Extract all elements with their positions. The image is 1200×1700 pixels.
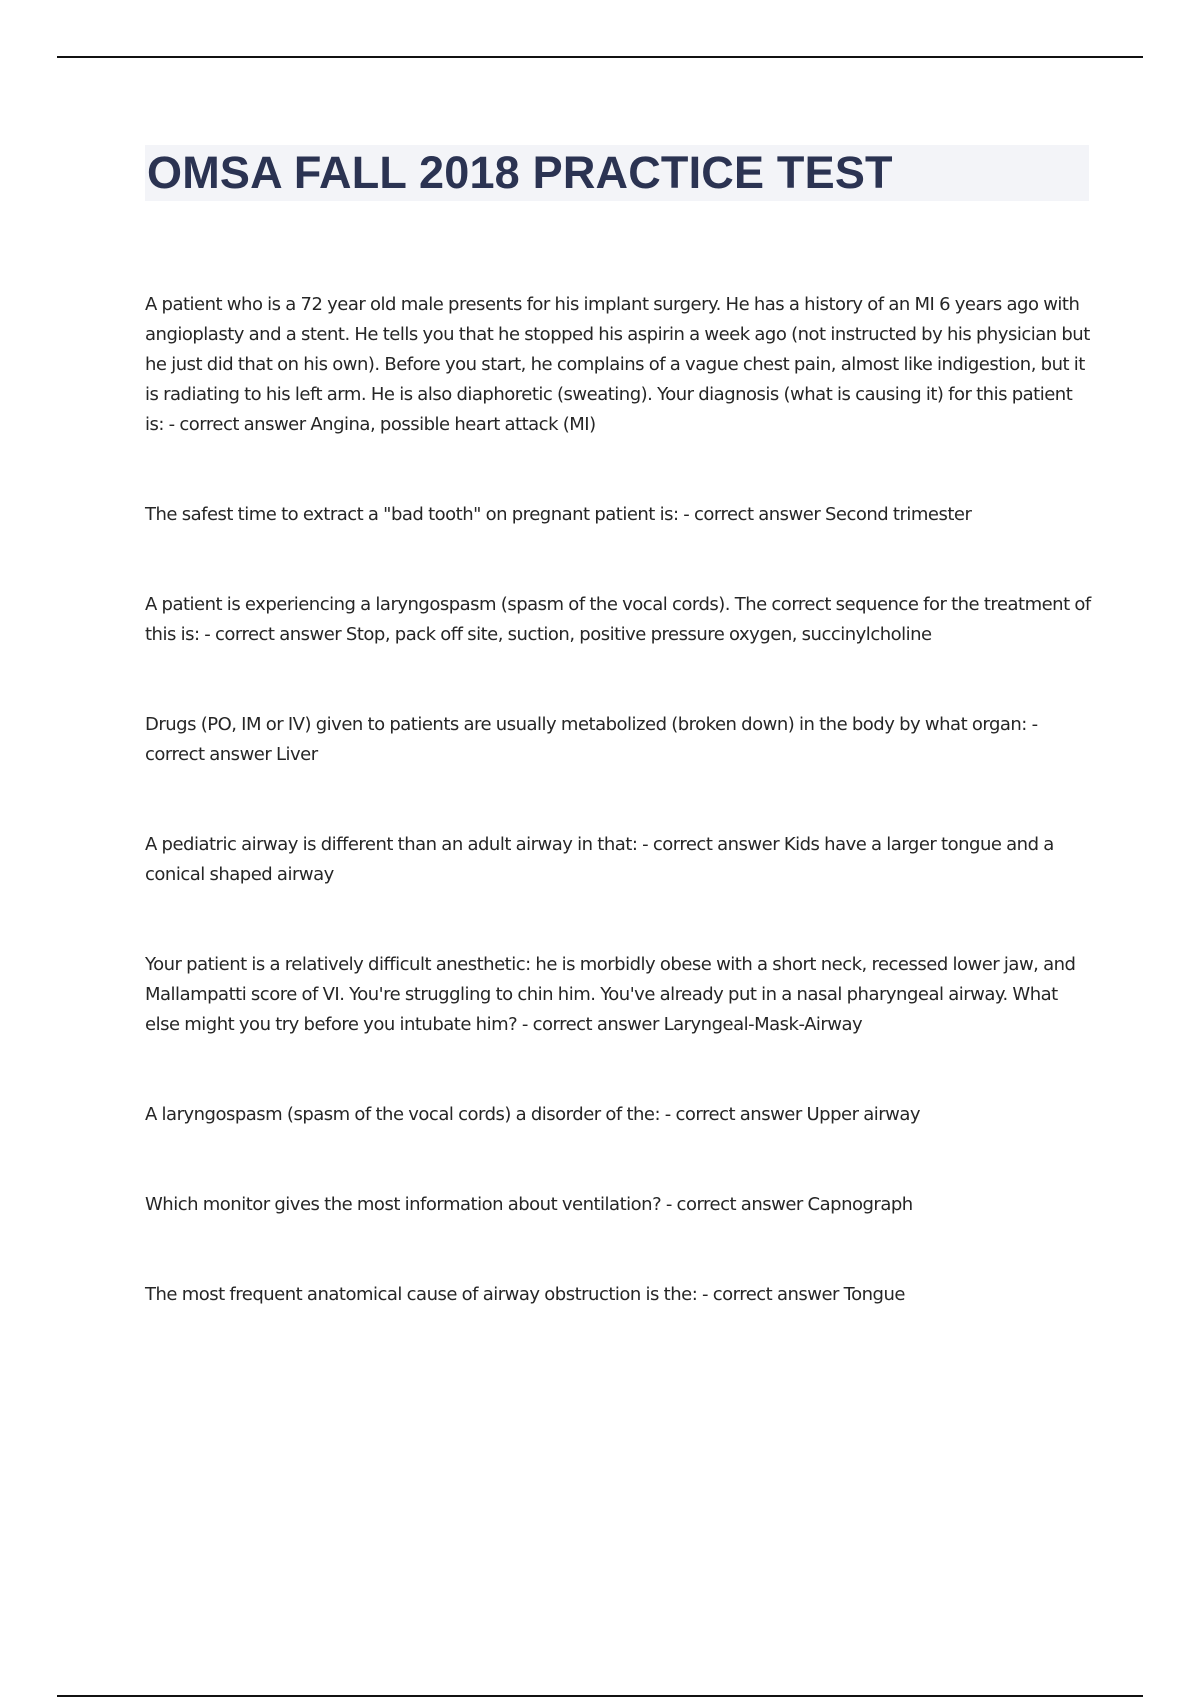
question-list: [145, 290, 1095, 1370]
question-item-4: Drugs (PO, IM or IV) given to patients are usually metabolized (broken down) in the body by what organ: - correct answer Liver: [145, 714, 1038, 765]
bottom-rule: [57, 1695, 1143, 1697]
question-item-1: A patient who is a 72 year old male presents for his implant surgery. He has a history of an MI 6 years ago with angioplasty and a stent. He tells you that he stopped his aspirin a week ago (not instructed by his physician but he just did that on his own). Before you start, he complains of a vague chest pain, almost like indigestion, but it is radiating to his left arm. He is also diaphoretic (sweating). Your diagnosis (what is causing it) for this patient is: - correct answer Angina, possible heart attack (MI): [145, 294, 1090, 435]
question-item-7: A laryngospasm (spasm of the vocal cords) a disorder of the: - correct answer Upper airway: [145, 1104, 921, 1125]
question-item-3: A patient is experiencing a laryngospasm (spasm of the vocal cords). The correct sequence for the treatment of this is: - correct answer Stop, pack off site, suction, positive pressure oxygen, succinylcholine: [145, 594, 1091, 645]
top-rule: [57, 56, 1143, 58]
question-item-8: Which monitor gives the most information about ventilation? - correct answer Capnograph: [145, 1194, 913, 1215]
question-item-5: A pediatric airway is different than an adult airway in that: - correct answer Kids have a larger tongue and a conical shaped airway: [145, 834, 1054, 885]
question-item-6: Your patient is a relatively difficult anesthetic: he is morbidly obese with a short neck, recessed lower jaw, and Mallampatti score of VI. You're struggling to chin him. You've already put in a nasal pharyngeal airway. What else might you try before you intubate him? - correct answer Laryngeal-Mask-Airway: [145, 954, 1076, 1035]
page-title: OMSA FALL 2018 PRACTICE TEST: [147, 147, 893, 198]
question-item-9: The most frequent anatomical cause of airway obstruction is the: - correct answer Tongue: [145, 1284, 905, 1305]
question-item-2: The safest time to extract a "bad tooth" on pregnant patient is: - correct answer Second trimester: [145, 504, 972, 525]
